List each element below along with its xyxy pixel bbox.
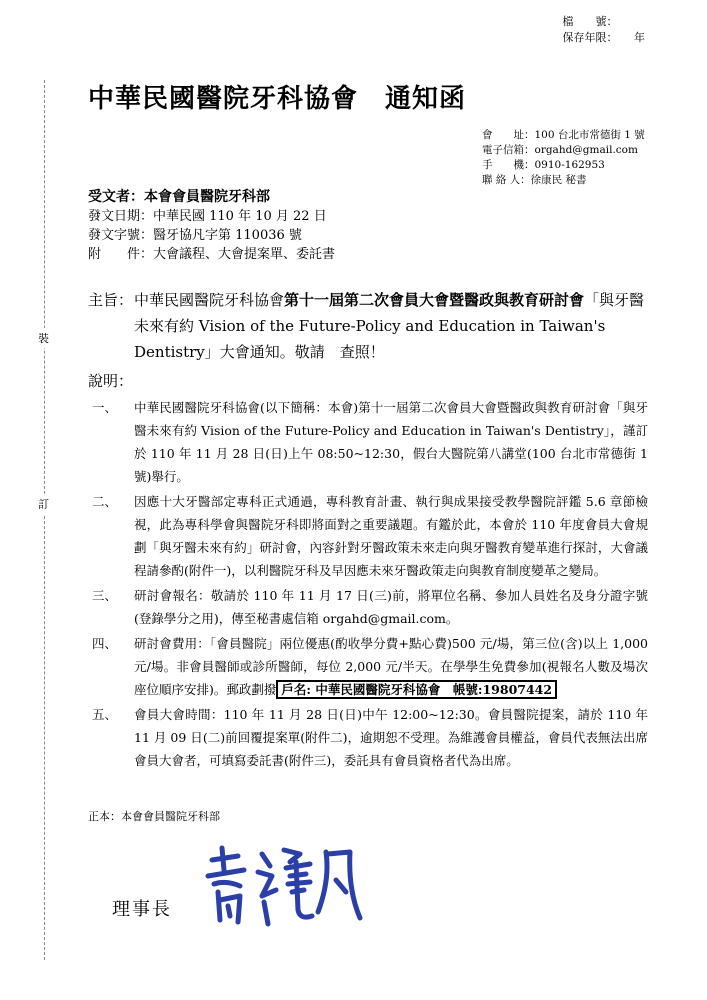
item-text: 因應十大牙醫部定專科正式通過，專科教育計畫、執行與成果接受教學醫院評鑑 5.6 章節檢視，此為專科學會與醫院牙科即將面對之重要議題。有鑑於此，本會於 110 年度會員大會規劃「與牙醫未來有約」研討會，內容針對牙醫政策未來走向與牙醫教育變革進行探討，大會議程請參酌(附件一)，以利醫院牙科及早因應未來牙醫政策走向與教育制度變革之變局。 — [134, 494, 648, 578]
list-item — [88, 703, 648, 772]
explanation-label: 說明： — [88, 372, 134, 390]
item-text: 研討會費用：「會員醫院」兩位優惠(酌收學分費+點心費)500 元/場，第三位(含)以上 1,000 元/場。非會員醫師或診所醫師，每位 2,000 元/半天。在學學生免費參加(視報名人數及場次座位順序安排)。郵政劃撥 — [134, 636, 648, 697]
chairman-signature — [200, 840, 370, 934]
list-item — [88, 632, 648, 701]
document-meta — [88, 188, 335, 264]
signature-image — [200, 840, 370, 930]
binding-mark-ding: 訂 — [38, 494, 49, 514]
document-number: 發文字號：醫牙協凡字第 110036 號 — [88, 228, 302, 243]
contact-phone: 手 機：0910-162953 — [482, 159, 605, 171]
contact-address: 會 址：100 台北市常德街 1 號 — [482, 129, 645, 141]
document-title: 中華民國醫院牙科協會 通知函 — [88, 84, 467, 114]
subject-text-bold: 第十一屆第二次會員大會暨醫政與教育研討會 — [284, 291, 585, 309]
item-text: 研討會報名：敬請於 110 年 11 月 17 日(三)前，將單位名稱、參加人員姓名及身分證字號(登錄學分之用)，傳至秘書處信箱 orgahd@gmail.com。 — [134, 588, 648, 626]
subject-block — [88, 287, 648, 365]
issue-date: 發文日期：中華民國 110 年 10 月 22 日 — [88, 209, 327, 224]
carbon-copy: 正本：本會會員醫院牙科部 — [88, 810, 220, 823]
binding-line — [44, 80, 45, 960]
postal-account-box: 戶名: 中華民國醫院牙科協會 帳號:19807442 — [276, 680, 557, 699]
list-item — [88, 584, 648, 630]
item-number: 四、 — [92, 636, 118, 651]
recipient: 受文者：本會會員醫院牙科部 — [88, 189, 270, 205]
contact-email: 電子信箱：orgahd@gmail.com — [482, 144, 638, 156]
attachments: 附 件：大會議程、大會提案單、委託書 — [88, 247, 336, 262]
subject-text — [134, 287, 648, 365]
chairman-label: 理事長 — [112, 899, 172, 920]
item-text: 中華民國醫院牙科協會(以下簡稱：本會)第十一屆第二次會員大會暨醫政與教育研討會「與牙醫未來有約 Vision of the Future-Policy and Education in Taiwan's Dentistry」，謹訂於 110 年 11 月 28 日(日)上午 08:50~12:30，假台大醫院第八講堂(100 台北市常德街 1 號)舉行。 — [134, 400, 648, 484]
file-number: 檔 號： — [562, 15, 618, 28]
archive-info — [563, 14, 646, 46]
item-number: 一、 — [92, 400, 118, 415]
explanation-list — [88, 396, 648, 774]
list-item — [88, 490, 648, 582]
item-number: 二、 — [92, 494, 118, 509]
list-item — [88, 396, 648, 488]
item-text: 會員大會時間：110 年 11 月 28 日(日)中午 12:00~12:30。會員醫院提案，請於 110 年 11 月 09 日(二)前回覆提案單(附件二)，逾期恕不受理。為維護會員權益，會員代表無法出席會員大會者，可填寫委託書(附件三)，委託具有會員資格者代為出席。 — [134, 707, 648, 768]
subject-text-pre: 中華民國醫院牙科協會 — [134, 291, 285, 309]
item-number: 五、 — [92, 707, 118, 722]
subject-text-post: 「與牙醫未來有約 Vision of the Future-Policy and Education in Taiwan's Dentistry」大會通知。敬請 查照！ — [134, 291, 645, 361]
contact-liaison: 聯 絡 人：徐康民 秘書 — [482, 174, 587, 186]
item-number: 三、 — [92, 588, 118, 603]
subject-label: 主旨： — [88, 291, 134, 309]
item-text-wrapper — [134, 632, 648, 701]
retention-period: 保存年限： 年 — [562, 31, 645, 44]
binding-mark-zhuang: 裝 — [38, 328, 49, 348]
contact-block — [482, 128, 645, 188]
